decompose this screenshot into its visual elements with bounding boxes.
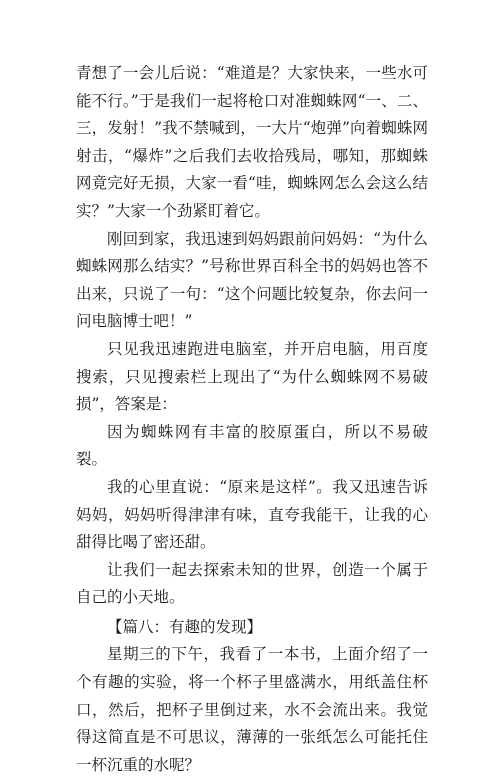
paragraph: 只见我迅速跑进电脑室，并开启电脑，用百度搜索，只见搜索栏上现出了“为什么蜘蛛网不易破损”，答案是： — [76, 339, 428, 414]
document-body — [76, 60, 428, 779]
paragraph: 让我们一起去探索未知的世界，创造一个属于自己的小天地。 — [76, 560, 428, 607]
paragraph: 我的心里直说：“原来是这样”。我又迅速告诉妈妈，妈妈听得津津有味，直夸我能干，让我的心甜得比喝了密还甜。 — [76, 477, 428, 552]
section-heading: 【篇八：有趣的发现】 — [107, 617, 263, 636]
paragraph: 因为蜘蛛网有丰富的胶原蛋白，所以不易破裂。 — [76, 422, 428, 469]
paragraph: 刚回到家，我迅速到妈妈跟前问妈妈：“为什么蜘蛛网那么结实？”号称世界百科全书的妈妈也答不出来，只说了一句：“这个问题比较复杂，你去问一问电脑博士吧！” — [76, 229, 428, 331]
paragraph: 青想了一会儿后说：“难道是？大家快来，一些水可能不行。”于是我们一起将枪口对准蜘蛛网“一、二、三，发射！”我不禁喊到，一大片“炮弹”向着蜘蛛网射击，“爆炸”之后我们去收拾残局，哪知，那蜘蛛网竟完好无损，大家一看“哇，蜘蛛网怎么会这么结实？”大家一个劲紧盯着它。 — [76, 64, 428, 220]
paragraph: 星期三的下午，我看了一本书，上面介绍了一个有趣的实验，将一个杯子里盛满水，用纸盖住杯口，然后，把杯子里倒过来，水不会流出来。我觉得这简直是不可思议，薄薄的一张纸怎么可能托住一杯沉重的水呢？ — [76, 645, 428, 774]
